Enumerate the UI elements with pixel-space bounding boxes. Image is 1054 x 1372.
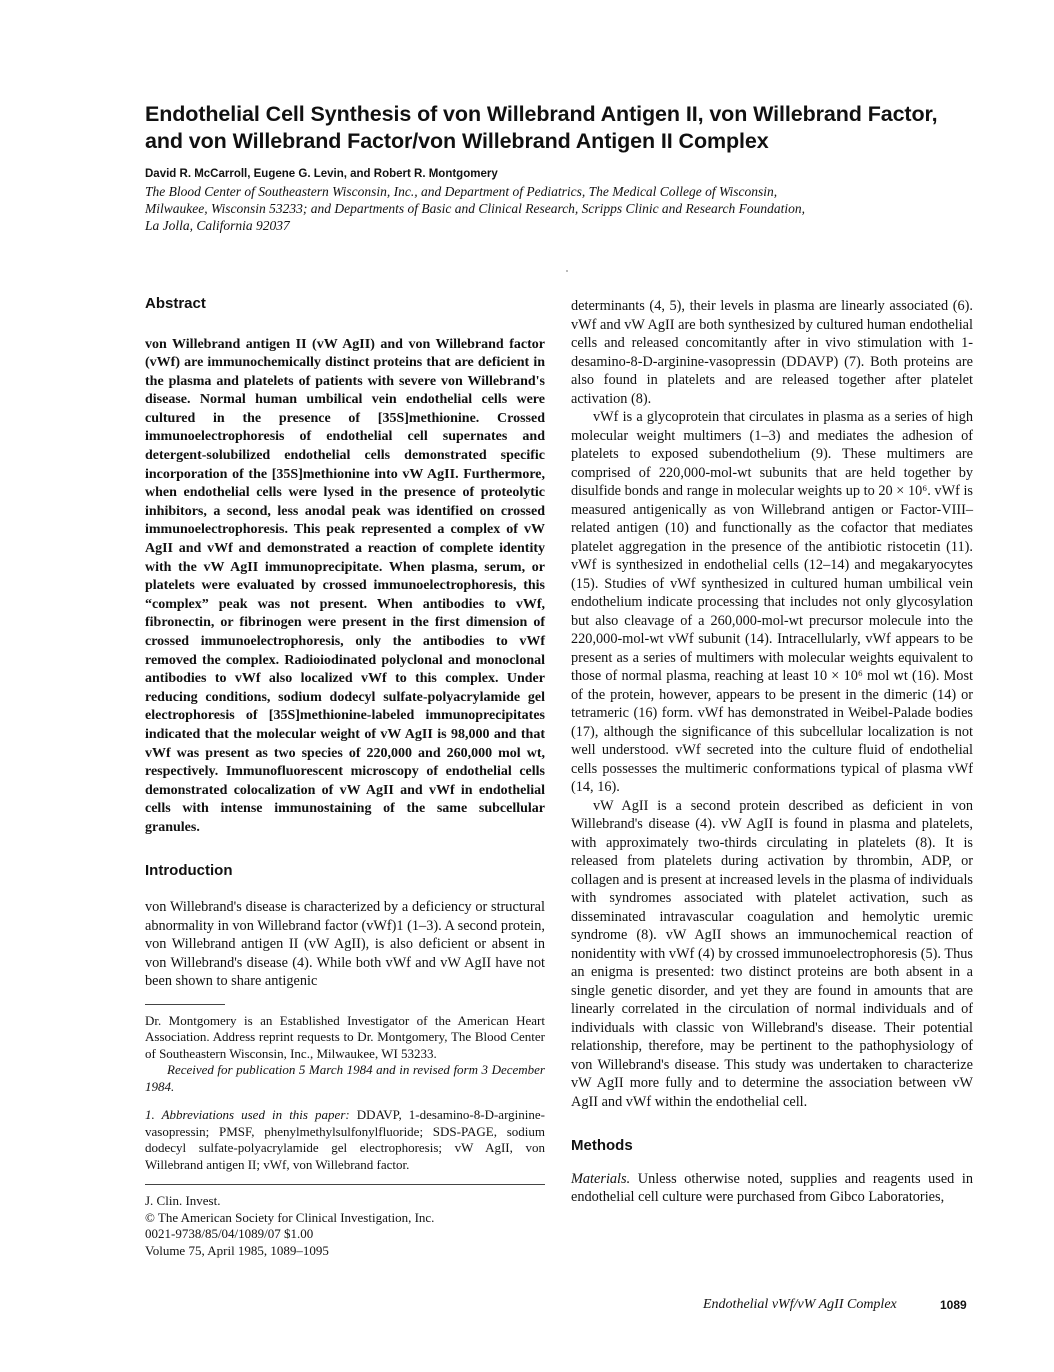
abstract-body: von Willebrand antigen II (vW AgII) and von Willebrand factor (vWf) are immunochemically distinct proteins that are deficient in the plasma and platelets of patients with severe von Willebrand's disease. Normal human umbilical vein endothelial cells were cultured in the presence of [35S]methionine. Crossed immunoelectrophoresis of endothelial cell supernates and detergent-solubilized endothelial cells demonstrated specific incorporation of the [35S]methionine into vW AgII. Furthermore, when endothelial cells were lysed in the presence of proteolytic inhibitors, a second, less anodal peak was identified on crossed immunoelectrophoresis. This peak represented a complex of vW AgII and vWf and demonstrated a reaction of complete identity with the vW AgII immunoprecipitate. When plasma, serum, or platelets were evaluated by crossed immunoelectrophoresis, this “complex” peak was not present. When antibodies to vWf, fibronectin, or fibrinogen were present in the first dimension of crossed immunoelectrophoresis, only the antibodies to vWf removed the complex. Radioiodinated polyclonal and monoclonal antibodies to vWf also localized vWf to this complex. Under reducing conditions, sodium dodecyl sulfate-polyacrylamide gel electrophoresis of [35S]methionine-labeled immunoprecipitates indicated that the molecular weight of vW AgII is 98,000 and that vWf was present as two species of 220,000 and 260,000 mol wt, respectively. Immunofluorescent microscopy of endothelial cells demonstrated colocalization of vW AgII and vWf in endothelial cells with intense immunostaining of the same subcellular granules. xyxy=(145,336,545,835)
footnote-received: Received for publication 5 March 1984 and in revised form 3 December 1984. xyxy=(145,1062,545,1094)
materials-text: Unless otherwise noted, supplies and reagents used in endothelial cell culture were purchased from Gibco Laboratories, xyxy=(571,1170,974,1205)
journal-name: J. Clin. Invest. xyxy=(145,1193,221,1209)
introduction-heading: Introduction xyxy=(145,861,233,879)
abbreviations-text: DDAVP, 1-desamino-8-D-arginine-vasopressin; PMSF, phenylmethylsulfonylfluoride; SDS-PAGE, sodium dodecyl sulfate-polyacrylamide gel electrophoresis; vW AgII, von Willebrand antigen II; vWf, von Willebrand factor. xyxy=(145,1107,545,1172)
journal-code: 0021-9738/85/04/1089/07 $1.00 xyxy=(145,1226,314,1242)
materials-label: Materials. xyxy=(571,1170,631,1187)
footnote-abbreviations xyxy=(145,1107,545,1173)
running-title: Endothelial vWf/vW AgII Complex xyxy=(703,1297,897,1312)
author-list: David R. McCarroll, Eugene G. Levin, and Robert R. Montgomery xyxy=(145,168,498,180)
title-line-2: and von Willebrand Factor/von Willebrand Antigen II Complex xyxy=(145,129,769,153)
right-paragraph-1: determinants (4, 5), their levels in plasma are linearly associated (6). vWf and vW AgII are both synthesized by cultured human endothelial cells and released concomitantly after in vivo stimulation with 1-desamino-8-D-arginine-vasopressin (DDAVP) (7). Both proteins are also found in platelets and are released together after platelet activation (8). xyxy=(571,298,973,407)
footnote-investigator: Dr. Montgomery is an Established Investigator of the American Heart Association. Address reprint requests to Dr. Montgomery, The Blood Center of Southeastern Wisconsin, Inc., Milwaukee, WI 53233. xyxy=(145,1012,545,1061)
abstract-heading: Abstract xyxy=(145,295,206,312)
affiliation-line-3: La Jolla, California 92037 xyxy=(145,218,290,233)
journal-info xyxy=(145,1193,545,1259)
abbreviations-label: 1. Abbreviations used in this paper: xyxy=(145,1107,350,1123)
methods-heading: Methods xyxy=(571,1137,633,1154)
article-title xyxy=(145,101,975,155)
introduction-body: von Willebrand's disease is characterized by a deficiency or structural abnormality in von Willebrand factor (vWf)1 (1–3). A second protein, von Willebrand antigen II (vW AgII), is also deficient or absent in von Willebrand's disease (4). While both vWf and vW AgII have not been shown to share antigenic xyxy=(145,899,545,990)
affiliation-line-1: The Blood Center of Southeastern Wisconsin, Inc., and Department of Pediatrics, The Medical College of Wisconsin, xyxy=(145,184,778,199)
affiliation xyxy=(145,183,925,234)
left-column xyxy=(145,295,545,1259)
right-paragraph-3: vW AgII is a second protein described as deficient in von Willebrand's disease (4). vW AgII is found in plasma and platelets, with approximately two-thirds circulating in platelets (8). It is released from platelets during activation by thrombin, ADP, or collagen and is present at increased levels in the plasma of individuals with syndromes associated with platelet activation, such as disseminated intravascular coagulation and hemolytic uremic syndrome (8). vW AgII shows an immunochemical reaction of nonidentity with vWf (4) by crossed immunoelectrophoresis (5). Thus an enigma is presented: two distinct proteins are both absent in a single genetic disorder, and yet they are found in amounts that are linearly correlated in the circulation of normal individuals and of individuals with classic von Willebrand's disease. Their potential relationship, therefore, may be pertinent to the pathophysiology of von Willebrand's disease. This study was undertaken to characterize vW AgII more fully and to determine the association between vW AgII and vWf within the endothelial cell. xyxy=(571,797,973,1110)
affiliation-line-2: Milwaukee, Wisconsin 53233; and Departments of Basic and Clinical Research, Scripps Clinic and Research Foundation, xyxy=(145,201,806,216)
right-column xyxy=(571,297,973,1207)
page-number: 1089 xyxy=(940,1298,967,1312)
title-line-1: Endothelial Cell Synthesis of von Willebrand Antigen II, von Willebrand Factor, xyxy=(145,102,938,126)
right-paragraph-2: vWf is a glycoprotein that circulates in plasma as a series of high molecular weight multimers (1–3) and mediates the adhesion of platelets to exposed subendothelium (9). These multimers are comprised of 220,000-mol-wt subunits that are held together by disulfide bonds and range in molecular weights up to 20 × 10⁶. vWf is measured antigenically as von Willebrand antigen or Factor-VIII–related antigen (10) and functionally as the cofactor that mediates platelet aggregation in the presence of the antibiotic ristocetin (11). vWf is synthesized in endothelial cells (12–14) and megakaryocytes (15). Studies of vWf synthesized in cultured human umbilical vein endothelium indicate processing that includes not only glycosylation but also cleavage of a 260,000-mol-wt precursor molecule into the 220,000-mol-wt vWf subunit (14). Intracellularly, vWf appears to be present as a series of multimers with molecular weights equivalent to those of normal plasma, reaching at least 10 × 10⁶ mol wt (16). Most of the protein, however, appears to be present in the dimeric (14) or tetrameric (16) form. vWf has demonstrated in Weibel-Palade bodies (17), although the significance of this subcellular localization is not well understood. vWf secreted into the culture fluid of endothelial cells possesses the multimeric conformations typical of plasma vWf (14, 16). xyxy=(571,409,973,795)
materials-paragraph xyxy=(571,1170,973,1207)
scan-speck xyxy=(566,270,568,272)
journal-volume: Volume 75, April 1985, 1089–1095 xyxy=(145,1242,329,1258)
journal-copyright: © The American Society for Clinical Investigation, Inc. xyxy=(145,1209,435,1225)
